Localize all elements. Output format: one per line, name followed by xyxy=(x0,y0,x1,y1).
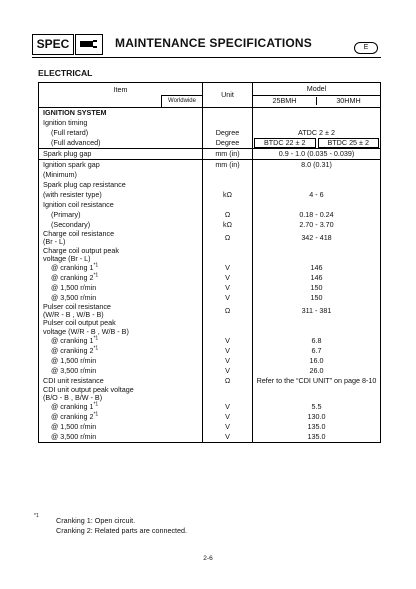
row-label-line1: Charge coil output peak xyxy=(43,245,119,255)
row-label: (with resister type) xyxy=(39,190,203,200)
table-row xyxy=(39,402,381,412)
row-label: @ 3,500 r/min xyxy=(39,366,203,376)
footnote-ref: *1 xyxy=(93,272,99,279)
row-value: 130.0 xyxy=(253,412,381,422)
row-label: Ignition coil resistance xyxy=(39,200,203,210)
row-label xyxy=(39,263,203,273)
table-row xyxy=(39,432,381,443)
row-label: (Full advanced) xyxy=(39,138,203,149)
crank-label: @ cranking 1 xyxy=(51,402,94,412)
row-value: ATDC 2 ± 2 xyxy=(253,128,381,138)
footnote-ref: *1 xyxy=(93,345,99,352)
table-row xyxy=(39,149,381,160)
row-unit: mm (in) xyxy=(203,160,253,171)
row-label-line1: Pulser coil output peak xyxy=(43,318,116,328)
row-value: 0.9 - 1.0 (0.035 - 0.039) xyxy=(253,149,381,160)
row-value: 5.5 xyxy=(253,402,381,412)
table-row xyxy=(39,356,381,366)
row-unit: V xyxy=(203,412,253,422)
row-value: 8.0 (0.31) xyxy=(253,160,381,171)
row-unit: V xyxy=(203,432,253,443)
header-unit: Unit xyxy=(203,83,253,108)
row-unit: V xyxy=(203,336,253,346)
row-unit: Ω xyxy=(203,230,253,246)
table-row xyxy=(39,283,381,293)
row-value: 6.8 xyxy=(253,336,381,346)
row-label xyxy=(39,230,203,246)
row-unit: Ω xyxy=(203,376,253,386)
row-label xyxy=(39,386,203,402)
row-unit: V xyxy=(203,293,253,303)
row-label: @ 3,500 r/min xyxy=(39,432,203,443)
row-label xyxy=(39,402,203,412)
row-label: (Minimum) xyxy=(39,170,203,180)
row-label: Ignition spark gap xyxy=(39,160,203,171)
header-divider xyxy=(32,57,381,58)
table-row xyxy=(39,118,381,128)
row-unit: Ω xyxy=(203,303,253,319)
value-model-b: BTDC 25 ± 2 xyxy=(318,138,380,148)
table-row xyxy=(39,230,381,246)
table-row xyxy=(39,303,381,319)
table-row xyxy=(39,138,381,149)
footnote-ref: *1 xyxy=(93,262,99,269)
footnote-ref: *1 xyxy=(93,411,99,418)
table-row xyxy=(39,346,381,356)
spec-table xyxy=(38,82,381,443)
page-header xyxy=(32,34,382,54)
page-title: MAINTENANCE SPECIFICATIONS xyxy=(115,36,312,50)
row-unit: kΩ xyxy=(203,220,253,230)
footnote-ref: *1 xyxy=(93,401,99,408)
header-model: Model xyxy=(253,83,381,96)
row-unit: V xyxy=(203,356,253,366)
table-header-row xyxy=(39,83,381,96)
section-title: ELECTRICAL xyxy=(38,68,93,78)
row-value: 311 - 381 xyxy=(253,303,381,319)
row-unit: Degree xyxy=(203,138,253,149)
page-number: 2-6 xyxy=(203,555,213,562)
table-row xyxy=(39,386,381,402)
row-value: 2.70 - 3.70 xyxy=(253,220,381,230)
row-label xyxy=(39,346,203,356)
header-item-cell xyxy=(39,83,203,108)
row-label-line2: voltage (Br - L) xyxy=(43,253,91,263)
row-label: (Full retard) xyxy=(39,128,203,138)
row-label xyxy=(39,303,203,319)
row-label-line1: CDI unit output peak voltage xyxy=(43,384,134,394)
table-row xyxy=(39,273,381,283)
row-label xyxy=(39,319,203,335)
footnote-ref: *1 xyxy=(93,335,99,342)
row-label: (Primary) xyxy=(39,210,203,220)
row-value: 146 xyxy=(253,263,381,273)
row-value: 26.0 xyxy=(253,366,381,376)
row-label: CDI unit resistance xyxy=(39,376,203,386)
row-label: Spark plug cap resistance xyxy=(39,180,203,190)
row-label xyxy=(39,273,203,283)
table-row xyxy=(39,366,381,376)
row-value: Refer to the “CDI UNIT” on page 8-10 xyxy=(253,376,381,386)
row-unit: V xyxy=(203,346,253,356)
table-row xyxy=(39,336,381,346)
group-title: IGNITION SYSTEM xyxy=(39,108,203,119)
row-value: 135.0 xyxy=(253,422,381,432)
row-label xyxy=(39,247,203,263)
table-row xyxy=(39,263,381,273)
row-value: 150 xyxy=(253,283,381,293)
table-row xyxy=(39,200,381,210)
table-row xyxy=(39,160,381,171)
header-item: Item xyxy=(113,85,128,94)
row-unit: Ω xyxy=(203,210,253,220)
row-label: @ 3,500 r/min xyxy=(39,293,203,303)
table-row xyxy=(39,108,381,119)
row-unit: mm (in) xyxy=(203,149,253,160)
table-row xyxy=(39,190,381,200)
row-label: @ 1,500 r/min xyxy=(39,422,203,432)
row-value: 0.18 - 0.24 xyxy=(253,210,381,220)
footnote-line2: Cranking 2: Related parts are connected. xyxy=(56,526,188,535)
row-label xyxy=(39,412,203,422)
crank-label: @ cranking 2 xyxy=(51,272,94,282)
row-value: 6.7 xyxy=(253,346,381,356)
row-unit: Degree xyxy=(203,128,253,138)
spec-label: SPEC xyxy=(32,34,74,55)
row-unit: V xyxy=(203,273,253,283)
row-label: Spark plug gap xyxy=(39,149,203,160)
row-label-line2: (B/O - B , B/W - B) xyxy=(43,393,103,403)
row-value: 16.0 xyxy=(253,356,381,366)
language-badge: E xyxy=(354,42,378,54)
row-label-line2: (Br - L) xyxy=(43,237,66,247)
model-b: 30HMH xyxy=(316,97,380,105)
crank-label: @ cranking 1 xyxy=(51,335,94,345)
row-label-line1: Pulser coil resistance xyxy=(43,302,111,312)
footnote-line1: Cranking 1: Open circuit. xyxy=(56,516,136,525)
crank-label: @ cranking 2 xyxy=(51,412,94,422)
row-label-line2: voltage (W/R - B , W/B - B) xyxy=(43,326,129,336)
table-row xyxy=(39,170,381,180)
row-unit: V xyxy=(203,422,253,432)
model-a: 25BMH xyxy=(272,96,297,106)
row-value: 150 xyxy=(253,293,381,303)
row-label: @ 1,500 r/min xyxy=(39,356,203,366)
table-row xyxy=(39,422,381,432)
row-value: 342 - 418 xyxy=(253,230,381,246)
row-unit: V xyxy=(203,402,253,412)
model-cells xyxy=(253,95,381,108)
table-row xyxy=(39,128,381,138)
header-worldwide: Worldwide xyxy=(161,95,202,107)
table-row xyxy=(39,180,381,190)
row-unit: kΩ xyxy=(203,190,253,200)
row-label: (Secondary) xyxy=(39,220,203,230)
row-label xyxy=(39,336,203,346)
row-label: Ignition timing xyxy=(39,118,203,128)
table-row xyxy=(39,247,381,263)
row-label-line2: (W/R - B , W/B - B) xyxy=(43,310,104,320)
row-unit: V xyxy=(203,283,253,293)
row-value: 146 xyxy=(253,273,381,283)
table-row xyxy=(39,412,381,422)
wrench-icon xyxy=(75,34,103,55)
table-row xyxy=(39,319,381,335)
row-unit: V xyxy=(203,366,253,376)
row-unit: V xyxy=(203,263,253,273)
value-model-a: BTDC 22 ± 2 xyxy=(254,138,316,148)
row-label-line1: Charge coil resistance xyxy=(43,229,115,239)
crank-label: @ cranking 2 xyxy=(51,345,94,355)
row-label: @ 1,500 r/min xyxy=(39,283,203,293)
row-value-split xyxy=(253,138,381,149)
row-value: 4 - 6 xyxy=(253,190,381,200)
row-value: 135.0 xyxy=(253,432,381,443)
crank-label: @ cranking 1 xyxy=(51,262,94,272)
table-row xyxy=(39,210,381,220)
